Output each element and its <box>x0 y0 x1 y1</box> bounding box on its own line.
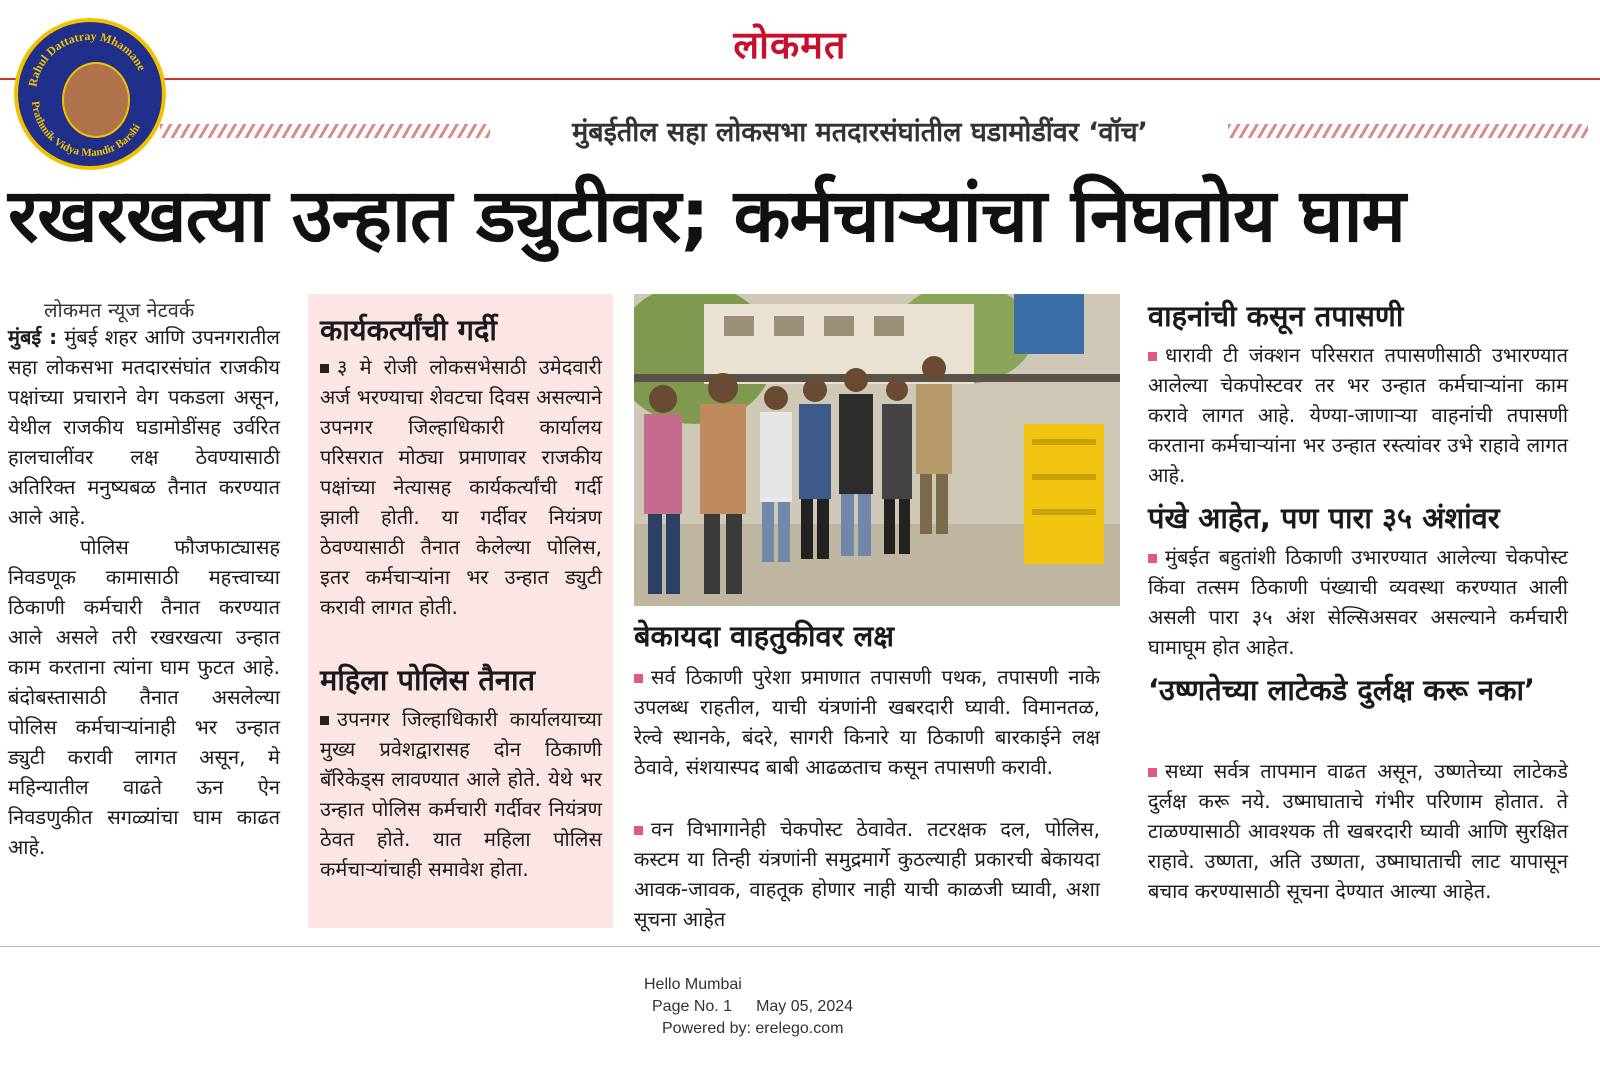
footer-rule <box>0 946 1600 947</box>
kicker-hatch-right <box>1228 124 1588 138</box>
edition-name: Hello Mumbai <box>644 976 742 993</box>
badge-org-text: Prathmik Vidya Mandir Barshi <box>29 100 143 160</box>
crowd-text-block <box>320 352 602 622</box>
profile-badge <box>14 18 166 170</box>
vehicle-check-text: धारावी टी जंक्शन परिसरात तपासणीसाठी उभारण्यात आलेल्या चेकपोस्टवर तर भर उन्हात कर्मचाऱ्यांना काम करावे लागत आहे. येण्या-जाणाऱ्या वाहनांची तपासणी करताना कर्मचाऱ्यांना भर उन्हात रस्त्यांवर उभे राहावे लागत आहे. <box>1148 343 1568 487</box>
photo-illustration <box>634 294 1120 606</box>
powered-by: Powered by: erelego.com <box>662 1020 844 1037</box>
fans-text-block <box>1148 542 1568 662</box>
subheading-heatwave: ‘उष्णतेच्या लाटेकडे दुर्लक्ष करू नका’ <box>1148 673 1536 707</box>
fans-text: मुंबईत बहुतांशी ठिकाणी उभारण्यात आलेल्या चेकपोस्ट किंवा तत्सम ठिकाणी पंख्याची व्यवस्था करण्यात आली असली पारा ३५ अंश सेल्सिअसवर असल्याने कर्मचारी घामाघूम होत आहेत. <box>1148 545 1568 659</box>
article-column-1 <box>8 322 280 862</box>
heatwave-text-block <box>1148 756 1568 906</box>
portrait-photo <box>62 62 130 138</box>
news-photo <box>634 294 1120 606</box>
kicker-text: मुंबईतील सहा लोकसभा मतदारसंघांतील घडामोडींवर ‘वॉच’ <box>572 117 1148 148</box>
bullet-square <box>1148 768 1157 777</box>
bullet-square <box>320 716 329 725</box>
bullet-square <box>320 364 329 373</box>
dateline: मुंबई : <box>8 325 58 349</box>
bullet-square <box>1148 352 1157 361</box>
bullet-square <box>634 674 643 683</box>
subheading-illegal-transport: बेकायदा वाहतुकीवर लक्ष <box>634 619 895 653</box>
badge-name-text: Rahul Dattatray Mhamane <box>25 28 149 88</box>
subheading-vehicle-check: वाहनांची कसून तपासणी <box>1148 299 1404 333</box>
bullet-square <box>634 826 643 835</box>
transport-text-2: वन विभागानेही चेकपोस्ट ठेवावेत. तटरक्षक दल, पोलिस, कस्टम या तिन्ही यंत्रणांनी समुद्रमार्गे कुठल्याही प्रकारची बेकायदा आवक-जावक, वाहतूक होणार नाही याची काळजी घ्यावी, अशा सूचना आहेत <box>634 817 1100 931</box>
page-number: Page No. 1 <box>652 998 733 1015</box>
main-headline: रखरखत्या उन्हात ड्युटीवर; कर्मचाऱ्यांचा निघतोय घाम <box>8 173 1405 259</box>
illegal-transport-text-1 <box>634 662 1100 782</box>
vehicle-check-text-block <box>1148 340 1568 490</box>
paragraph-1: मुंबई शहर आणि उपनगरातील सहा लोकसभा मतदारसंघांत राजकीय पक्षांच्या प्रचाराने वेग पकडला असून, येथील राजकीय घडामोडींसह उर्वरित हालचालींवर लक्ष ठेवण्यासाठी अतिरिक्त मनुष्यबळ तैनात करण्यात आले आहे. <box>8 325 280 529</box>
subheading-fans: पंखे आहेत, पण पारा ३५ अंशांवर <box>1148 501 1500 535</box>
illegal-transport-text-2 <box>634 814 1100 934</box>
page-info <box>652 998 853 1016</box>
women-police-text: उपनगर जिल्हाधिकारी कार्यालयाच्या मुख्य प्रवेशद्वारासह दोन ठिकाणी बॅरिकेड्स लावण्यात आले होते. येथे भर उन्हात पोलिस कर्मचारी गर्दीवर नियंत्रण ठेवत होते. यात महिला पोलिस कर्मचाऱ्यांचाही समावेश होता. <box>320 707 602 881</box>
bullet-square <box>1148 554 1157 563</box>
subheading-women-police: महिला पोलिस तैनात <box>320 663 536 697</box>
transport-text-1: सर्व ठिकाणी पुरेशा प्रमाणात तपासणी पथक, तपासणी नाके उपलब्ध राहतील, याची यंत्रणांनी खबरदारी घ्यावी. विमानतळ, रेल्वे स्थानके, बंदरे, सागरी किनारे या ठिकाणी बारकाईने लक्ष ठेवावे, संशयास्पद बाबी आढळताच कसून तपासणी करावी. <box>634 665 1100 779</box>
women-police-text-block <box>320 704 602 884</box>
heatwave-text: सध्या सर्वत्र तापमान वाढत असून, उष्णतेच्या लाटेकडे दुर्लक्ष करू नये. उष्माघाताचे गंभीर परिणाम होतात. ते टाळण्यासाठी आवश्यक ती खबरदारी घ्यावी आणि सुरक्षित राहावे. उष्णता, अति उष्णता, उष्माघाताची लाट यापासून बचाव करण्यासाठी सूचना देण्यात आल्या आहेत. <box>1148 759 1568 903</box>
newspaper-logo: लोकमत <box>733 23 847 67</box>
crowd-text: ३ मे रोजी लोकसभेसाठी उमेदवारी अर्ज भरण्याचा शेवटचा दिवस असल्याने उपनगर जिल्हाधिकारी कार्यालय परिसरात मोठ्या प्रमाणावर राजकीय पक्षांच्या नेत्यासह कार्यकर्त्यांची गर्दी झाली होती. या गर्दीवर नियंत्रण ठेवण्यासाठी तैनात केलेल्या पोलिस, इतर कर्मचाऱ्यांना भर उन्हात ड्युटी करावी लागत होती. <box>320 355 602 619</box>
subheading-crowd: कार्यकर्त्यांची गर्दी <box>320 313 497 347</box>
masthead-rule <box>0 78 1600 80</box>
byline: लोकमत न्यूज नेटवर्क <box>44 298 195 322</box>
paragraph-2: पोलिस फौजफाट्यासह निवडणूक कामासाठी महत्त्वाच्या ठिकाणी कर्मचारी तैनात करण्यात आले असले तरी रखरखत्या उन्हात काम करताना त्यांना घाम फुटत आहे. बंदोबस्तासाठी तैनात असलेल्या पोलिस कर्मचाऱ्यांनाही भर उन्हात ड्युटी करावी लागत असून, मे महिन्यातील वाढते ऊन ऐन निवडणुकीत सगळ्यांचा घाम काढत आहे. <box>8 535 280 859</box>
kicker-hatch-left <box>160 124 490 138</box>
publish-date: May 05, 2024 <box>756 998 854 1015</box>
